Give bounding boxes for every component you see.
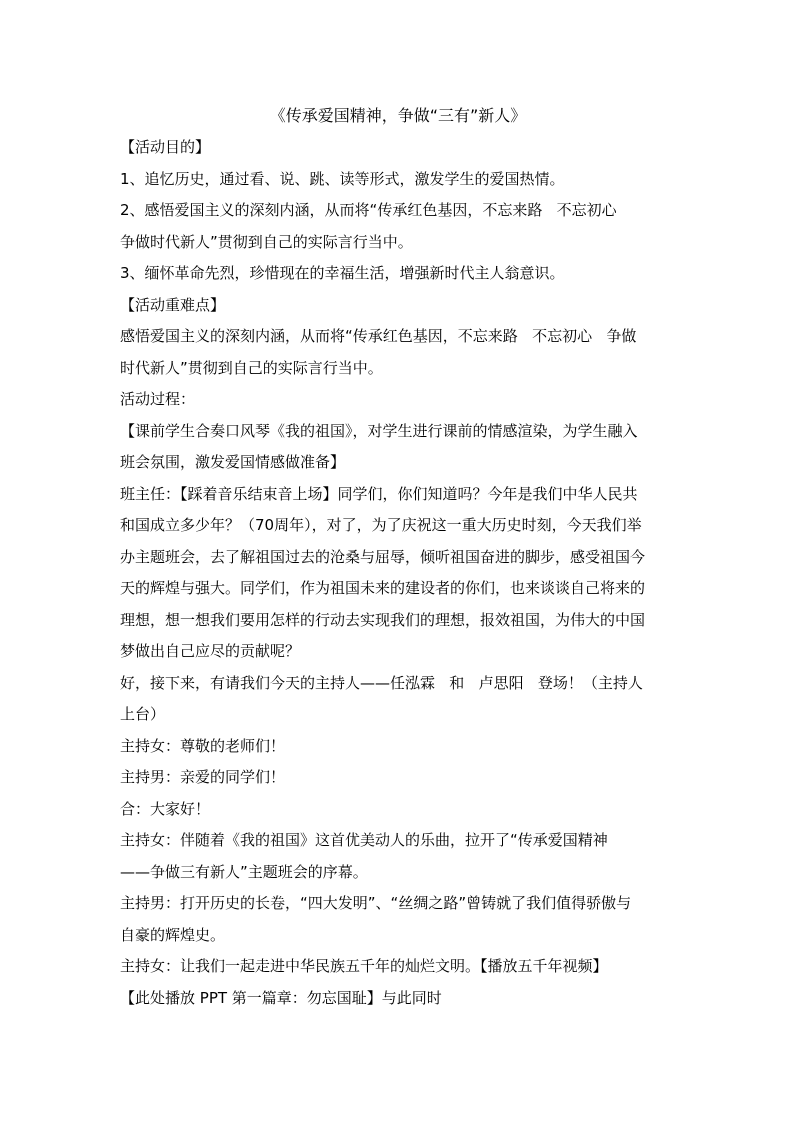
- paragraph: [120, 321, 676, 384]
- text-line: 争做时代新人”贯彻到自己的实际言行当中。: [120, 232, 413, 251]
- paragraph: [120, 132, 676, 164]
- text-line: 活动过程：: [120, 390, 196, 408]
- text-line: ——争做三有新人”主题班会的序幕。: [120, 862, 368, 881]
- paragraph: [120, 825, 676, 888]
- paragraph: [120, 983, 676, 1015]
- text-line: 感悟爱国主义的深刻内涵，从而将“传承红色基因，不忘来路 不忘初心 争做: [120, 327, 637, 345]
- paragraph: [120, 731, 676, 763]
- paragraph: [120, 164, 676, 196]
- text-line: 【活动目的】: [120, 138, 211, 156]
- text-line: 主持女：尊敬的老师们！: [120, 736, 286, 755]
- text-line: 时代新人”贯彻到自己的实际言行当中。: [120, 358, 383, 377]
- paragraph: [120, 195, 676, 258]
- paragraph-list: [120, 132, 676, 1014]
- paragraph: [120, 951, 676, 983]
- paragraph: [120, 668, 676, 731]
- text-line: 主持男：亲爱的同学们！: [120, 768, 286, 786]
- text-line: 【活动重难点】: [120, 295, 226, 314]
- paragraph: [120, 384, 676, 416]
- paragraph: [120, 290, 676, 322]
- text-line: 天的辉煌与强大。同学们，作为祖国未来的建设者的你们，也来谈谈自己将来的: [120, 579, 646, 597]
- paragraph: [120, 479, 676, 668]
- paragraph: [120, 762, 676, 794]
- text-line: 主持女：伴随着《我的祖国》这首优美动人的乐曲，拉开了“传承爱国精神: [120, 831, 608, 849]
- text-line: 好，接下来，有请我们今天的主持人——任泓霖 和 卢思阳 登场！（主持人: [120, 673, 643, 692]
- paragraph: [120, 258, 676, 290]
- text-line: 梦做出自己应尽的贡献呢？: [120, 642, 301, 660]
- text-line: 合：大家好！: [120, 799, 211, 818]
- text-line: 理想，想一想我们要用怎样的行动去实现我们的理想，报效祖国，为伟大的中国: [120, 610, 646, 629]
- text-line: 和国成立多少年？（70周年），对了，为了庆祝这一重大历史时刻，今天我们举: [120, 516, 642, 534]
- text-line: 3、缅怀革命先烈，珍惜现在的幸福生活，增强新时代主人翁意识。: [120, 264, 565, 282]
- paragraph: [120, 888, 676, 951]
- paragraph: [120, 416, 676, 479]
- paragraph: [120, 794, 676, 826]
- text-line: 自豪的辉煌史。: [120, 925, 226, 944]
- text-line: 班主任：【踩着音乐结束音上场】同学们，你们知道吗？今年是我们中华人民共: [120, 484, 638, 503]
- text-line: 【课前学生合奏口风琴《我的祖国》，对学生进行课前的情感渲染，为学生融入: [120, 421, 638, 440]
- text-line: 2、感悟爱国主义的深刻内涵，从而将“传承红色基因，不忘来路 不忘初心: [120, 201, 617, 219]
- text-line: 办主题班会，去了解祖国过去的沧桑与屈辱，倾听祖国奋进的脚步，感受祖国今: [120, 547, 646, 566]
- text-line: 主持女：让我们一起走进中华民族五千年的灿烂文明。【播放五千年视频】: [120, 957, 608, 975]
- text-line: 上台）: [120, 705, 166, 723]
- document-body: [120, 100, 676, 1014]
- document-title: 《传承爱国精神，争做“三有”新人》: [269, 106, 527, 125]
- text-line: 班会氛围，激发爱国情感做准备】: [120, 453, 346, 471]
- text-line: 1、追忆历史，通过看、说、跳、读等形式，激发学生的爱国热情。: [120, 169, 565, 188]
- text-line: 主持男：打开历史的长卷，“四大发明”、“丝绸之路”曾铸就了我们值得骄傲与: [120, 894, 632, 912]
- text-line: 【此处播放 PPT 第一篇章：勿忘国耻】与此同时: [120, 988, 442, 1007]
